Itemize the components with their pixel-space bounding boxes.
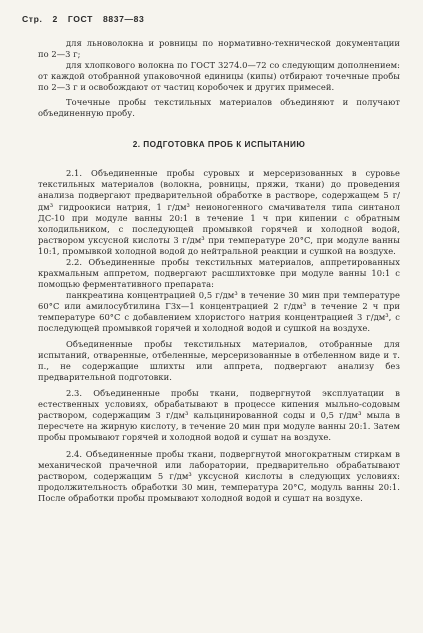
paragraph-2-2-no-prep: Объединенные пробы текстильных материалов, отобранные для испытаний, отваренные, отбеленные, мерсеризованные в отбеленном виде и т. п., не содержащие шлихты или аппрета, подвергают анализу без предварительной подготовки. <box>38 339 400 383</box>
paragraph-2-2-pancreatin: панкреатина концентрацией 0,5 г/дм³ в течение 30 мин при температуре 60°С или амилосубтилина Г3х—1 концентрацией 2 г/дм³ в течение 2 ч при температуре 60°С с добавлением хлористого натрия концентрацией 3 г/дм³, с последующей промывкой горячей и холодной водой и сушкой на воздухе. <box>38 289 400 334</box>
paragraph-2-2: 2.2. Объединенные пробы текстильных материалов, аппретированных крахмальным аппретом, подвергают расшлихтовке при модуле ванны 10:1 с помощью ферментативного препарата: <box>38 256 400 289</box>
paragraph-cotton: для хлопкового волокна по ГОСТ 3274.0—72 со следующим дополнением: от каждой отобранной упаковочной единицы (кипы) отбирают точечные пробы по 2—3 г и освобождают от частиц коробочек и других примесей. <box>38 60 400 93</box>
paragraph-2-1: 2.1. Объединенные пробы суровых и мерсеризованных в суровье текстильных материалов (волокна, ровницы, пряжи, ткани) до проведения анализа подвергают предварительной обработке в растворе, содержащем 5 г/дм³ гидроокиси натрия, 1 г/дм³ неионогенного смачивателя типа синтанол ДС-10 при модуле ванны 20:1 в течение 1 ч при кипении с обратным холодильником, с последующей промывкой горячей и холодной водой, раствором уксусной кислоты 3 г/дм³ при температуре 20°С, при модуле ванны 10:1, промывкой холодной водой до нейтральной реакции и сушкой на воздухе. <box>38 168 400 256</box>
standard-label: ГОСТ <box>67 14 93 24</box>
paragraph-2-3: 2.3. Объединенные пробы ткани, подвергнутой эксплуатации в естественных условиях, обрабатывают в процессе кипения мыльно-содовым раствором, содержащим 3 г/дм³ кальцинированной соды и 0,5 г/дм³ мыла в пересчете на жирную кислоту, в течение 20 мин при модуле ванны 20:1. Затем пробы промывают горячей и холодной водой и сушат на воздухе. <box>38 388 400 443</box>
page-label: Стр. <box>22 14 43 24</box>
paragraph-2-4: 2.4. Объединенные пробы ткани, подвергнутой многократным стиркам в механической прачечной или лаборатории, предварительно обрабатывают раствором, содержащим 5 г/дм³ уксусной кислоты в следующих условиях: продолжительность обработки 30 мин, температура 20°С, модуль ванны 20:1. После обработки пробы промывают холодной водой и сушат на воздухе. <box>38 448 400 503</box>
page-header <box>22 14 151 24</box>
document-body <box>38 38 400 504</box>
paragraph-flax: для льноволокна и ровницы по нормативно-технической документации по 2—3 г; <box>38 38 400 60</box>
page-number: 2 <box>52 14 58 24</box>
section-heading: 2. ПОДГОТОВКА ПРОБ К ИСПЫТАНИЮ <box>132 140 306 150</box>
standard-number: 8837—83 <box>102 14 145 24</box>
paragraph-combined-sample: Точечные пробы текстильных материалов объединяют и получают объединенную пробу. <box>38 97 400 119</box>
